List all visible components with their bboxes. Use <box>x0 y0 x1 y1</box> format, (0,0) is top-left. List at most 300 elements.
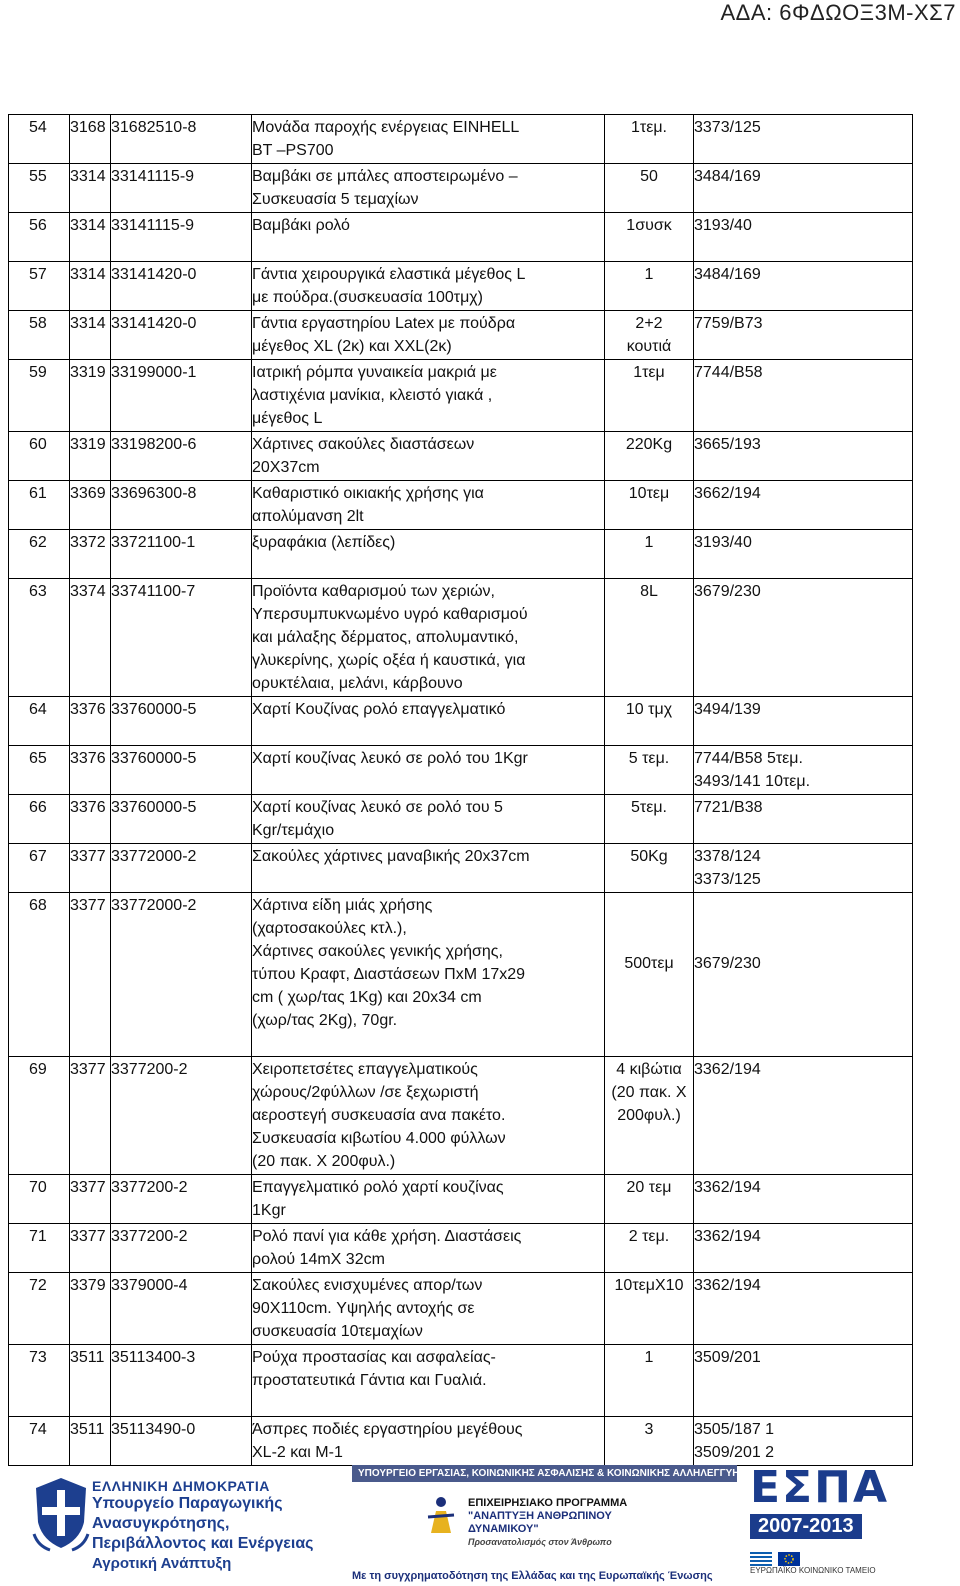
cell-desc <box>252 844 605 893</box>
cpv-value: 3511 <box>70 1421 105 1438</box>
no-value: 71 <box>29 1228 47 1245</box>
no-value: 72 <box>29 1277 47 1294</box>
desc-line: ρολού 14mX 32cm <box>252 1251 385 1268</box>
code-value: 33772000-2 <box>111 848 197 865</box>
desc-line: (20 πακ. Χ 200φυλ.) <box>252 1153 396 1170</box>
cell-no <box>9 893 70 1057</box>
code-value: 3377200-2 <box>111 1228 188 1245</box>
cell-desc <box>252 164 605 213</box>
qty-line: 20 τεμ <box>626 1179 672 1196</box>
cell-no <box>9 579 70 697</box>
cell-qty <box>605 1057 694 1175</box>
qty-line: 2+2 <box>635 315 663 332</box>
cell-code <box>111 1175 252 1224</box>
cell-qty <box>605 481 694 530</box>
desc-line: Γάντια εργαστηρίου Latex με πούδρα <box>252 315 516 332</box>
table-row <box>9 360 913 432</box>
cell-cpv <box>70 1057 111 1175</box>
qty-line: 10 τμχ <box>625 701 673 718</box>
cpv-value: 3319 <box>70 364 106 381</box>
code-value: 33760000-5 <box>111 750 197 767</box>
ref-line: 3378/124 <box>694 848 761 865</box>
desc-line: 90X110cm. Υψηλής αντοχής σε <box>252 1300 475 1317</box>
cell-desc <box>252 311 605 360</box>
cell-desc <box>252 530 605 579</box>
table-row <box>9 481 913 530</box>
desc-line: αεροστεγή συσκευασία ανα πακέτο. <box>252 1107 506 1124</box>
cell-cpv <box>70 115 111 164</box>
cell-cpv <box>70 164 111 213</box>
qty-line: 1τεμ. <box>630 119 667 136</box>
desc-line: Σακούλες ενισχυμένες απορ/των <box>252 1277 483 1294</box>
qty-line: 10τεμX10 <box>614 1277 684 1294</box>
cell-ref <box>694 115 913 164</box>
desc-line: Ρολό πανί για κάθε χρήση. Διαστάσεις <box>252 1228 522 1245</box>
table-row <box>9 164 913 213</box>
code-value: 35113490-0 <box>111 1421 196 1438</box>
cell-qty <box>605 844 694 893</box>
cell-ref <box>694 1057 913 1175</box>
code-value: 33198200-6 <box>111 436 197 453</box>
cell-ref <box>694 844 913 893</box>
cell-no <box>9 262 70 311</box>
epan-logo <box>426 1495 666 1547</box>
ref-line: 3362/194 <box>694 1277 761 1294</box>
cpv-value: 3377 <box>70 1179 106 1196</box>
desc-line: Ρούχα προστασίας και ασφαλείας- <box>252 1349 496 1366</box>
code-value: 33741100-7 <box>111 583 196 600</box>
gr-line-3: Περιβάλλοντος και Ενέργειας <box>92 1535 314 1552</box>
cell-cpv <box>70 1345 111 1417</box>
cell-code <box>111 262 252 311</box>
cell-qty <box>605 311 694 360</box>
ref-line: 3193/40 <box>694 217 752 234</box>
cell-qty <box>605 530 694 579</box>
program-line-3: Προσανατολισμός στον Άνθρωπο <box>468 1537 612 1547</box>
no-value: 64 <box>29 701 47 718</box>
desc-line: Χαρτί κουζίνας λευκό σε ρολό του 1Kgr <box>252 750 528 767</box>
code-value: 33199000-1 <box>111 364 197 381</box>
ref-line: 3505/187 1 <box>694 1421 775 1438</box>
desc-line: Χάρτινα είδη μιάς χρήσης <box>252 897 433 914</box>
ref-line: 3484/169 <box>694 266 761 283</box>
cell-ref <box>694 1273 913 1345</box>
cpv-value: 3372 <box>70 534 106 551</box>
qty-line: 1 <box>644 534 654 551</box>
cofunding-text: Με τη συγχρηματοδότηση της Ελλάδας και της Ευρωπαϊκής Ένωσης <box>352 1570 713 1582</box>
desc-line: γλυκερίνης, χωρίς οξέα ή καυστικά, για <box>252 652 526 669</box>
cpv-value: 3376 <box>70 750 106 767</box>
ref-line: 3362/194 <box>694 1228 761 1245</box>
cell-no <box>9 164 70 213</box>
no-value: 65 <box>29 750 47 767</box>
cell-ref <box>694 1345 913 1417</box>
ref-line: 3679/230 <box>694 954 761 972</box>
cell-ref <box>694 262 913 311</box>
gr-line-2: Υπουργείο Παραγωγικής Ανασυγκρότησης, <box>92 1495 283 1532</box>
qty-line: 50 <box>640 168 658 185</box>
qty-line: 1 <box>644 266 654 283</box>
no-value: 59 <box>29 364 47 381</box>
no-value: 54 <box>29 119 47 136</box>
cell-code <box>111 795 252 844</box>
table-row <box>9 1224 913 1273</box>
code-value: 33141115-9 <box>111 217 195 234</box>
qty-line: 5 τεμ. <box>628 750 670 767</box>
code-value: 33760000-5 <box>111 799 197 816</box>
cell-desc <box>252 481 605 530</box>
cell-cpv <box>70 360 111 432</box>
qty-line: 1τεμ <box>633 364 665 381</box>
cell-code <box>111 530 252 579</box>
cell-cpv <box>70 1224 111 1273</box>
cell-no <box>9 1273 70 1345</box>
desc-line: Χάρτινες σακούλες διαστάσεων <box>252 436 475 453</box>
ref-line: 7744/B58 <box>694 364 763 381</box>
table-row <box>9 262 913 311</box>
table-row <box>9 697 913 746</box>
cpv-value: 3314 <box>70 168 106 185</box>
code-value: 31682510-8 <box>111 119 197 136</box>
cell-code <box>111 746 252 795</box>
desc-line: Βαμβάκι σε μπάλες αποστειρωμένο – <box>252 168 518 185</box>
cell-code <box>111 432 252 481</box>
desc-line: Προϊόντα καθαρισμού των χεριών, <box>252 583 495 600</box>
cell-code <box>111 844 252 893</box>
code-value: 3377200-2 <box>111 1179 188 1196</box>
no-value: 68 <box>29 897 47 914</box>
cell-no <box>9 432 70 481</box>
qty-line: (20 πακ. Χ <box>611 1084 687 1101</box>
cell-no <box>9 1224 70 1273</box>
cell-ref <box>694 213 913 262</box>
table-row <box>9 432 913 481</box>
code-value: 33772000-2 <box>111 897 197 914</box>
cell-desc <box>252 579 605 697</box>
desc-line: προστατευτικά Γάντια και Γυαλιά. <box>252 1372 487 1389</box>
desc-line: ξυραφάκια (λεπίδες) <box>252 534 396 551</box>
cell-desc <box>252 795 605 844</box>
table-row <box>9 579 913 697</box>
table-row <box>9 115 913 164</box>
ref-line: 3193/40 <box>694 534 752 551</box>
cell-qty <box>605 1273 694 1345</box>
cell-ref <box>694 481 913 530</box>
cpv-value: 3376 <box>70 701 106 718</box>
no-value: 58 <box>29 315 47 332</box>
cell-desc <box>252 697 605 746</box>
cell-cpv <box>70 795 111 844</box>
cpv-value: 3379 <box>70 1277 106 1294</box>
cell-code <box>111 213 252 262</box>
no-value: 62 <box>29 534 47 551</box>
cell-qty <box>605 893 694 1057</box>
code-value: 33141420-0 <box>111 315 197 332</box>
cell-cpv <box>70 697 111 746</box>
qty-line: 1 <box>644 1349 654 1366</box>
cell-ref <box>694 795 913 844</box>
cell-qty <box>605 360 694 432</box>
cell-desc <box>252 1224 605 1273</box>
no-value: 56 <box>29 217 47 234</box>
cell-cpv <box>70 262 111 311</box>
espa-caption: ΕΥΡΩΠΑΪΚΟ ΚΟΙΝΩΝΙΚΟ ΤΑΜΕΙΟ <box>750 1566 876 1575</box>
cell-ref <box>694 530 913 579</box>
cell-qty <box>605 1175 694 1224</box>
no-value: 66 <box>29 799 47 816</box>
cpv-value: 3511 <box>70 1349 105 1366</box>
cell-code <box>111 1057 252 1175</box>
cell-cpv <box>70 893 111 1057</box>
ref-line: 3373/125 <box>694 119 761 136</box>
desc-line: ορυκτέλαια, μελάνι, κάρβουνο <box>252 675 463 692</box>
desc-line: Γάντια χειρουργικά ελαστικά μέγεθος L <box>252 266 526 283</box>
cell-no <box>9 697 70 746</box>
ref-line: 3679/230 <box>694 583 761 600</box>
table-row <box>9 795 913 844</box>
desc-line: συσκευασία 10τεμαχίων <box>252 1323 423 1340</box>
cell-cpv <box>70 432 111 481</box>
qty-line: 220Kg <box>625 436 673 453</box>
cell-qty <box>605 213 694 262</box>
no-value: 60 <box>29 436 47 453</box>
cell-no <box>9 481 70 530</box>
cell-qty <box>605 262 694 311</box>
desc-line: 20X37cm <box>252 459 320 476</box>
cell-code <box>111 115 252 164</box>
desc-line: 1Kgr <box>252 1202 286 1219</box>
ref-line: 3494/139 <box>694 701 761 718</box>
gr-line-4: Αγροτική Ανάπτυξη <box>92 1555 232 1572</box>
cpv-value: 3314 <box>70 315 106 332</box>
no-value: 73 <box>29 1349 47 1366</box>
table-row <box>9 1175 913 1224</box>
qty-line: 2 τεμ. <box>628 1228 670 1245</box>
cell-cpv <box>70 1175 111 1224</box>
cell-cpv <box>70 481 111 530</box>
cpv-value: 3377 <box>70 848 106 865</box>
cpv-value: 3369 <box>70 485 106 502</box>
gr-line-1: ΕΛΛΗΝΙΚΗ ΔΗΜΟΚΡΑΤΙΑ <box>92 1478 270 1494</box>
desc-line: Καθαριστικό οικιακής χρήσης για <box>252 485 484 502</box>
cell-code <box>111 360 252 432</box>
cell-qty <box>605 115 694 164</box>
qty-line: 4 κιβώτια <box>616 1061 682 1078</box>
cell-ref <box>694 1175 913 1224</box>
cpv-value: 3319 <box>70 436 106 453</box>
cell-code <box>111 1224 252 1273</box>
qty-line: 5τεμ. <box>630 799 667 816</box>
code-value: 35113400-3 <box>111 1349 196 1366</box>
no-value: 63 <box>29 583 47 600</box>
cell-cpv <box>70 530 111 579</box>
table-row <box>9 1345 913 1417</box>
cell-desc <box>252 432 605 481</box>
cell-no <box>9 795 70 844</box>
no-value: 74 <box>29 1421 47 1438</box>
cell-code <box>111 1273 252 1345</box>
desc-line: (χαρτοσακούλες κτλ.), <box>252 920 407 937</box>
table-row <box>9 530 913 579</box>
desc-line: BT –PS700 <box>252 142 334 159</box>
ref-line: 3509/201 2 <box>694 1444 775 1461</box>
cpv-value: 3376 <box>70 799 106 816</box>
desc-line: Βαμβάκι ρολό <box>252 217 350 234</box>
desc-line: (χωρ/τας 2Kg), 70gr. <box>252 1012 398 1029</box>
code-value: 33141115-9 <box>111 168 195 185</box>
ada-identifier: ΑΔΑ: 6ΦΔΩΟΞ3Μ-ΧΣ7 <box>720 0 956 25</box>
desc-line: μέγεθος L <box>252 410 323 427</box>
ref-line: 3662/194 <box>694 485 761 502</box>
ref-line: 3493/141 10τεμ. <box>694 773 811 790</box>
cell-qty <box>605 164 694 213</box>
table-row <box>9 893 913 1057</box>
cell-desc <box>252 893 605 1057</box>
cell-cpv <box>70 746 111 795</box>
cell-no <box>9 746 70 795</box>
cell-code <box>111 579 252 697</box>
code-value: 33721100-1 <box>111 534 196 551</box>
people-figure-icon <box>426 1495 456 1535</box>
greek-republic-logo <box>30 1474 360 1572</box>
ref-line: 3362/194 <box>694 1179 761 1196</box>
code-value: 3377200-2 <box>111 1061 188 1078</box>
desc-line: Συσκευασία 5 τεμαχίων <box>252 191 419 208</box>
table-row <box>9 213 913 262</box>
no-value: 55 <box>29 168 47 185</box>
program-banner <box>352 1465 746 1582</box>
cell-qty <box>605 579 694 697</box>
cpv-value: 3377 <box>70 1228 106 1245</box>
cell-ref <box>694 579 913 697</box>
cell-no <box>9 311 70 360</box>
desc-line: και μάλαξης δέρματος, απολυμαντικό, <box>252 629 519 646</box>
program-line-2: "ΑΝΑΠΤΥΞΗ ΑΝΘΡΩΠΙΝΟΥ ΔΥΝΑΜΙΚΟΥ" <box>468 1510 612 1535</box>
desc-line: λαστιχένια μανίκια, κλειστό γιακά , <box>252 387 493 404</box>
cell-no <box>9 530 70 579</box>
table-row <box>9 1057 913 1175</box>
cell-qty <box>605 1224 694 1273</box>
cell-code <box>111 1345 252 1417</box>
cell-code <box>111 893 252 1057</box>
qty-line: 10τεμ <box>628 485 670 502</box>
cpv-value: 3377 <box>70 897 106 914</box>
program-line-1: ΕΠΙΧΕΙΡΗΣΙΑΚΟ ΠΡΟΓΡΑΜΜΑ <box>468 1497 628 1509</box>
cell-cpv <box>70 1273 111 1345</box>
code-value: 33141420-0 <box>111 266 197 283</box>
cell-cpv <box>70 311 111 360</box>
espa-years: 2007-2013 <box>750 1514 862 1539</box>
desc-line: Χάρτινες σακούλες γενικής χρήσης, <box>252 943 503 960</box>
qty-line: 500τεμ <box>624 954 674 972</box>
greek-emblem-icon <box>30 1474 92 1552</box>
qty-line: 200φυλ.) <box>617 1107 681 1124</box>
footer-logos <box>0 1452 960 1586</box>
cell-no <box>9 1057 70 1175</box>
desc-line: απολύμανση 2lt <box>252 508 364 525</box>
ref-line: 7759/B73 <box>694 315 763 332</box>
desc-line: Χαρτί κουζίνας λευκό σε ρολό του 5 <box>252 799 503 816</box>
desc-line: μέγεθος XL (2κ) και XXL(2κ) <box>252 338 452 355</box>
items-table <box>8 114 913 1466</box>
cell-cpv <box>70 844 111 893</box>
desc-line: Άσπρες ποδιές εργαστηρίου μεγέθους <box>252 1421 523 1438</box>
cell-ref <box>694 893 913 1057</box>
cell-cpv <box>70 579 111 697</box>
desc-line: Επαγγελματικό ρολό χαρτί κουζίνας <box>252 1179 504 1196</box>
code-value: 33696300-8 <box>111 485 197 502</box>
no-value: 57 <box>29 266 47 283</box>
cell-desc <box>252 115 605 164</box>
cell-desc <box>252 1345 605 1417</box>
cpv-value: 3168 <box>70 119 106 136</box>
ref-line: 3373/125 <box>694 871 761 888</box>
cell-code <box>111 164 252 213</box>
desc-line: Kgr/τεμάχιο <box>252 822 335 839</box>
cpv-value: 3314 <box>70 266 106 283</box>
cpv-value: 3314 <box>70 217 106 234</box>
cell-no <box>9 213 70 262</box>
cell-qty <box>605 697 694 746</box>
desc-line: τύπου Κραφτ, Διαστάσεων ΠxΜ 17x29 <box>252 966 526 983</box>
desc-line: Χαρτί Κουζίνας ρολό επαγγελματικό <box>252 701 506 718</box>
no-value: 70 <box>29 1179 47 1196</box>
desc-line: Σακούλες χάρτινες μαναβικής 20x37cm <box>252 848 530 865</box>
table-row <box>9 746 913 795</box>
cell-ref <box>694 746 913 795</box>
cell-qty <box>605 795 694 844</box>
ref-line: 3665/193 <box>694 436 761 453</box>
cell-ref <box>694 432 913 481</box>
qty-line: 8L <box>640 583 658 600</box>
ministry-banner: ΥΠΟΥΡΓΕΙΟ ΕΡΓΑΣΙΑΣ, ΚΟΙΝΩΝΙΚΗΣ ΑΣΦΑΛΙΣΗΣ & ΚΟΙΝΩΝΙΚΗΣ ΑΛΛΗΛΕΓΓΥΗΣ <box>352 1465 737 1482</box>
ref-line: 7721/B38 <box>694 799 763 816</box>
cell-code <box>111 481 252 530</box>
cell-no <box>9 360 70 432</box>
desc-line: cm ( χωρ/τας 1Kg) και 20x34 cm <box>252 989 482 1006</box>
cell-no <box>9 1175 70 1224</box>
cell-qty <box>605 1345 694 1417</box>
ref-line: 3484/169 <box>694 168 761 185</box>
cell-desc <box>252 1057 605 1175</box>
desc-line: Χειροπετσέτες επαγγελματικούς <box>252 1061 478 1078</box>
table-row <box>9 844 913 893</box>
desc-line: Μονάδα παροχής ενέργειας EINHELL <box>252 119 520 136</box>
no-value: 61 <box>29 485 47 502</box>
qty-line: 1συσκ <box>626 217 672 234</box>
ref-line: 7744/B58 5τεμ. <box>694 750 803 767</box>
table-row <box>9 311 913 360</box>
cell-ref <box>694 360 913 432</box>
no-value: 69 <box>29 1061 47 1078</box>
desc-line: Συσκευασία κιβωτίου 4.000 φύλλων <box>252 1130 506 1147</box>
desc-line: χώρους/2φύλλων /σε ξεχωριστή <box>252 1084 479 1101</box>
cpv-value: 3374 <box>70 583 106 600</box>
cell-no <box>9 844 70 893</box>
desc-line: Υπερσυμπυκνωμένο υγρό καθαρισμού <box>252 606 528 623</box>
cell-ref <box>694 1224 913 1273</box>
desc-line: Ιατρική ρόμπα γυναικεία μακριά με <box>252 364 497 381</box>
qty-line: 3 <box>644 1421 654 1438</box>
cell-desc <box>252 1175 605 1224</box>
cell-desc <box>252 213 605 262</box>
ref-line: 3509/201 <box>694 1349 761 1366</box>
cell-qty <box>605 746 694 795</box>
espa-logo <box>750 1462 950 1577</box>
cell-qty <box>605 432 694 481</box>
no-value: 67 <box>29 848 47 865</box>
qty-line: 50Kg <box>630 848 668 865</box>
